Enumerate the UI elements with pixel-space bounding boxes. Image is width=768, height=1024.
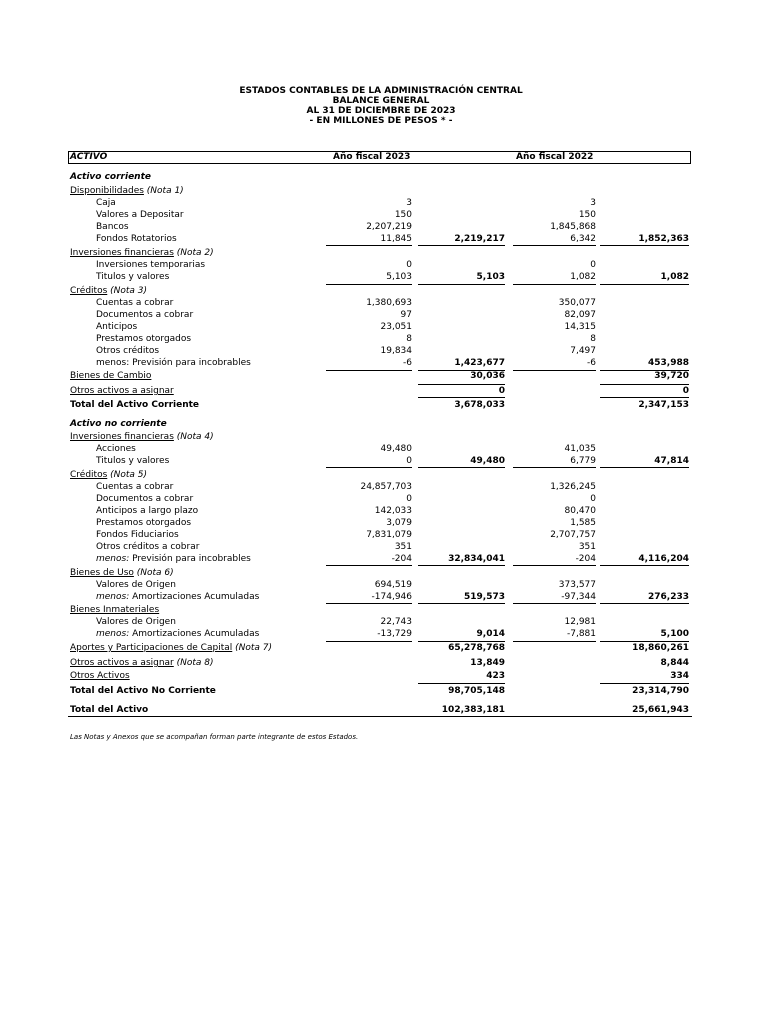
amount-cell: 1,326,245: [550, 482, 596, 492]
amount-cell: 12,981: [564, 617, 596, 627]
row-label-text: Inversiones temporarias: [96, 260, 206, 270]
row-label: [70, 670, 130, 682]
separator-line: [600, 467, 689, 468]
table-row: [0, 469, 768, 481]
amount-cell: -7,881: [566, 629, 596, 639]
row-label: [70, 171, 151, 183]
report-subtitle: BALANCE GENERAL: [332, 96, 430, 106]
row-label-text: Prestamos otorgados: [96, 518, 192, 528]
table-row: [0, 704, 768, 716]
amount-cell: 5,103: [476, 272, 505, 282]
header-fiscal-2023: Año fiscal 2023: [333, 152, 411, 162]
row-label-text: Amortizaciones Acumuladas: [129, 629, 260, 639]
amount-cell: 65,278,768: [448, 643, 505, 653]
amount-cell: 8: [406, 334, 412, 344]
row-label-text: Bienes de Cambio: [70, 371, 152, 381]
table-row: [0, 309, 768, 321]
row-note: (Nota 6): [133, 568, 174, 578]
amount-cell: 351: [394, 542, 412, 552]
report-units: - EN MILLONES DE PESOS * -: [309, 116, 453, 126]
amount-cell: 11,845: [380, 234, 412, 244]
table-row: [0, 297, 768, 309]
amount-cell: 3: [406, 198, 412, 208]
row-note: (Nota 4): [173, 432, 214, 442]
amount-cell: 0: [498, 386, 505, 396]
separator-line: [513, 284, 596, 285]
amount-cell: 0: [590, 260, 596, 270]
separator-line: [418, 284, 505, 285]
row-label-text: Acciones: [96, 444, 136, 454]
row-label-text: Disponibilidades: [70, 186, 144, 196]
table-row: [0, 591, 768, 603]
amount-cell: 4,116,204: [638, 554, 689, 564]
amount-cell: 7,497: [570, 346, 596, 356]
row-label: [96, 579, 176, 591]
table-row: [0, 579, 768, 591]
amount-cell: 49,480: [470, 456, 505, 466]
table-row: [0, 385, 768, 397]
amount-cell: 102,383,181: [441, 705, 505, 715]
row-label: [96, 333, 191, 345]
table-row: [0, 529, 768, 541]
amount-cell: 2,707,757: [550, 530, 596, 540]
row-note: (Nota 8): [173, 658, 214, 668]
row-label-text: Caja: [96, 198, 116, 208]
row-label: [96, 271, 169, 283]
table-header: [68, 151, 691, 164]
row-label: [70, 567, 174, 579]
row-label-prefix: menos:: [96, 592, 130, 602]
row-label-text: Bienes de Uso: [70, 568, 134, 578]
row-label-text: Total del Activo: [70, 705, 149, 715]
report-titles: [0, 86, 762, 126]
table-row: [0, 685, 768, 697]
amount-cell: 2,347,153: [638, 400, 689, 410]
amount-cell: 39,720: [654, 371, 689, 381]
row-label-text: Valores de Origen: [96, 617, 176, 627]
amount-cell: 1,082: [570, 272, 596, 282]
header-fiscal-2022: Año fiscal 2022: [516, 152, 594, 162]
row-label-text: Activo corriente: [70, 172, 151, 182]
amount-cell: 82,097: [564, 310, 596, 320]
amount-cell: 5,100: [660, 629, 689, 639]
row-label-text: Valores de Origen: [96, 580, 176, 590]
row-label: [96, 345, 159, 357]
row-label-text: menos: Previsión para incobrables: [96, 358, 251, 368]
separator-line: [600, 683, 689, 684]
report-title: ESTADOS CONTABLES DE LA ADMINISTRACIÓN CENTRAL: [239, 86, 523, 96]
amount-cell: -6: [403, 358, 412, 368]
amount-cell: 25,661,943: [632, 705, 689, 715]
table-row: [0, 418, 768, 430]
table-row: [0, 567, 768, 579]
amount-cell: 19,834: [380, 346, 412, 356]
table-row: [0, 642, 768, 654]
footnote: Las Notas y Anexos que se acompañan forman parte integrante de estos Estados.: [70, 733, 359, 741]
row-label: [96, 455, 169, 467]
amount-cell: 276,233: [648, 592, 689, 602]
row-label: [96, 259, 205, 271]
row-label: [70, 185, 184, 197]
row-label-text: Créditos: [70, 470, 108, 480]
row-label-text: Inversiones financieras: [70, 432, 174, 442]
amount-cell: 6,779: [570, 456, 596, 466]
amount-cell: 0: [406, 456, 412, 466]
amount-cell: 373,577: [558, 580, 596, 590]
amount-cell: 1,845,868: [550, 222, 596, 232]
table-row: [0, 321, 768, 333]
separator-line: [418, 384, 505, 385]
amount-cell: 3,678,033: [454, 400, 505, 410]
row-note: (Nota 5): [107, 470, 148, 480]
separator-line: [418, 397, 505, 398]
amount-cell: 453,988: [648, 358, 689, 368]
table-row: [0, 493, 768, 505]
amount-cell: 334: [670, 671, 689, 681]
amount-cell: 0: [682, 386, 689, 396]
row-label-text: Fondos Fiduciarios: [96, 530, 179, 540]
row-label: [96, 221, 129, 233]
table-row: [0, 455, 768, 467]
amount-cell: 1,082: [660, 272, 689, 282]
table-row: [0, 357, 768, 369]
table-row: [0, 171, 768, 183]
table-row: [0, 209, 768, 221]
row-label-text: Titulos y valores: [96, 456, 170, 466]
separator-line: [68, 716, 692, 717]
table-row: [0, 333, 768, 345]
amount-cell: 1,423,677: [454, 358, 505, 368]
row-label: [96, 321, 137, 333]
separator-line: [418, 467, 505, 468]
amount-cell: 14,315: [564, 322, 596, 332]
table-row: [0, 657, 768, 669]
row-label-text: Titulos y valores: [96, 272, 170, 282]
row-label: [96, 553, 251, 565]
table-row: [0, 553, 768, 565]
separator-line: [513, 565, 596, 566]
separator-line: [600, 384, 689, 385]
table-row: [0, 604, 768, 616]
amount-cell: 694,519: [374, 580, 412, 590]
row-label: [70, 399, 199, 411]
row-label: [96, 233, 177, 245]
amount-cell: 98,705,148: [448, 686, 505, 696]
separator-line: [326, 565, 412, 566]
row-label: [70, 431, 214, 443]
amount-cell: 3: [590, 198, 596, 208]
row-label: [70, 418, 167, 430]
row-label-text: Activo no corriente: [70, 419, 167, 429]
table-row: [0, 285, 768, 297]
separator-line: [418, 565, 505, 566]
row-label-text: Documentos a cobrar: [96, 310, 194, 320]
row-label-text: Cuentas a cobrar: [96, 298, 174, 308]
table-row: [0, 431, 768, 443]
table-row: [0, 517, 768, 529]
row-note: (Nota 1): [143, 186, 184, 196]
amount-cell: 0: [406, 494, 412, 504]
table-row: [0, 505, 768, 517]
amount-cell: 22,743: [380, 617, 412, 627]
amount-cell: 2,219,217: [454, 234, 505, 244]
row-label: [96, 529, 179, 541]
separator-line: [326, 370, 412, 371]
row-label-text: Total del Activo No Corriente: [70, 686, 216, 696]
row-label-text: Anticipos: [96, 322, 138, 332]
amount-cell: 80,470: [564, 506, 596, 516]
separator-line: [418, 683, 505, 684]
amount-cell: 49,480: [380, 444, 412, 454]
table-row: [0, 443, 768, 455]
row-label: [70, 685, 216, 697]
table-row: [0, 259, 768, 271]
amount-cell: 3,079: [386, 518, 412, 528]
row-label: [96, 481, 173, 493]
amount-cell: -204: [391, 554, 412, 564]
row-label-text: Anticipos a largo plazo: [96, 506, 199, 516]
separator-line: [600, 641, 689, 642]
amount-cell: -204: [575, 554, 596, 564]
separator-line: [513, 370, 596, 371]
amount-cell: 6,342: [570, 234, 596, 244]
amount-cell: 41,035: [564, 444, 596, 454]
table-row: [0, 185, 768, 197]
amount-cell: 9,014: [476, 629, 505, 639]
separator-line: [513, 467, 596, 468]
row-note: (Nota 7): [232, 643, 273, 653]
row-label-text: Bienes Inmateriales: [70, 605, 160, 615]
table-row: [0, 233, 768, 245]
amount-cell: 351: [578, 542, 596, 552]
row-label-text: Previsión para incobrables: [129, 554, 251, 564]
amount-cell: 1,852,363: [638, 234, 689, 244]
amount-cell: 7,831,079: [366, 530, 412, 540]
row-label: [70, 385, 174, 397]
separator-line: [600, 603, 689, 604]
row-label-text: Otros activos a asignar: [70, 386, 174, 396]
row-label: [70, 604, 159, 616]
amount-cell: 13,849: [470, 658, 505, 668]
table-row: [0, 221, 768, 233]
separator-line: [326, 467, 412, 468]
amount-cell: 8,844: [660, 658, 689, 668]
table-row: [0, 628, 768, 640]
row-label: [70, 642, 272, 654]
table-row: [0, 345, 768, 357]
amount-cell: 150: [578, 210, 596, 220]
row-label-text: Fondos Rotatorios: [96, 234, 177, 244]
amount-cell: 24,857,703: [360, 482, 412, 492]
separator-line: [600, 370, 689, 371]
row-label: [96, 309, 193, 321]
row-label-text: Otros Activos: [70, 671, 130, 681]
row-label-text: Otros créditos a cobrar: [96, 542, 200, 552]
amount-cell: 142,033: [374, 506, 412, 516]
separator-line: [418, 370, 505, 371]
separator-line: [513, 641, 596, 642]
row-label-text: Otros activos a asignar: [70, 658, 174, 668]
amount-cell: 0: [590, 494, 596, 504]
row-label-text: Bancos: [96, 222, 129, 232]
amount-cell: 32,834,041: [448, 554, 505, 564]
row-label: [70, 285, 147, 297]
row-label: [96, 591, 259, 603]
table-row: [0, 399, 768, 411]
row-note: (Nota 2): [173, 248, 214, 258]
amount-cell: 0: [406, 260, 412, 270]
row-label-text: Inversiones financieras: [70, 248, 174, 258]
row-label: [96, 616, 176, 628]
row-label: [96, 541, 199, 553]
separator-line: [418, 245, 505, 246]
separator-line: [326, 284, 412, 285]
separator-line: [326, 641, 412, 642]
amount-cell: 1,585: [570, 518, 596, 528]
row-label: [96, 628, 259, 640]
separator-line: [326, 603, 412, 604]
row-label-text: Documentos a cobrar: [96, 494, 194, 504]
separator-line: [600, 284, 689, 285]
row-label: [96, 517, 191, 529]
amount-cell: 1,380,693: [366, 298, 412, 308]
header-activo: ACTIVO: [70, 152, 108, 162]
separator-line: [600, 565, 689, 566]
amount-cell: -174,946: [371, 592, 412, 602]
amount-cell: 2,207,219: [366, 222, 412, 232]
amount-cell: 423: [486, 671, 505, 681]
amount-cell: -13,729: [377, 629, 412, 639]
table-row: [0, 541, 768, 553]
separator-line: [418, 603, 505, 604]
separator-line: [326, 245, 412, 246]
row-label-prefix: menos:: [96, 554, 130, 564]
amount-cell: 350,077: [558, 298, 596, 308]
row-label: [96, 505, 198, 517]
amount-cell: 47,814: [654, 456, 689, 466]
row-label: [70, 469, 147, 481]
amount-cell: 97: [400, 310, 412, 320]
row-label-text: Amortizaciones Acumuladas: [129, 592, 260, 602]
report-date: AL 31 DE DICIEMBRE DE 2023: [306, 106, 456, 116]
table-row: [0, 670, 768, 682]
row-label: [96, 443, 136, 455]
row-label-text: Aportes y Participaciones de Capital: [70, 643, 233, 653]
row-label-prefix: menos:: [96, 629, 130, 639]
row-label-text: Otros créditos: [96, 346, 160, 356]
row-label: [70, 247, 214, 259]
row-label: [96, 297, 173, 309]
row-label-text: Prestamos otorgados: [96, 334, 192, 344]
separator-line: [418, 641, 505, 642]
amount-cell: 519,573: [464, 592, 505, 602]
row-label-text: Total del Activo Corriente: [70, 400, 200, 410]
separator-line: [600, 245, 689, 246]
separator-line: [513, 245, 596, 246]
row-label-text: Cuentas a cobrar: [96, 482, 174, 492]
table-row: [0, 481, 768, 493]
amount-cell: 18,860,261: [632, 643, 689, 653]
row-label: [70, 704, 148, 716]
row-label: [96, 197, 116, 209]
table-row: [0, 271, 768, 283]
row-label: [96, 357, 251, 369]
amount-cell: 150: [394, 210, 412, 220]
table-row: [0, 370, 768, 382]
row-label: [96, 493, 193, 505]
row-label-text: Valores a Depositar: [96, 210, 184, 220]
row-label: [96, 209, 184, 221]
row-label: [70, 657, 214, 669]
amount-cell: 30,036: [470, 371, 505, 381]
row-label: [70, 370, 151, 382]
amount-cell: -6: [587, 358, 596, 368]
table-row: [0, 197, 768, 209]
amount-cell: 8: [590, 334, 596, 344]
amount-cell: 23,051: [380, 322, 412, 332]
amount-cell: 5,103: [386, 272, 412, 282]
table-row: [0, 247, 768, 259]
separator-line: [513, 603, 596, 604]
row-note: (Nota 3): [107, 286, 148, 296]
separator-line: [600, 397, 689, 398]
amount-cell: 23,314,790: [632, 686, 689, 696]
row-label-text: Créditos: [70, 286, 108, 296]
amount-cell: -97,344: [561, 592, 596, 602]
table-row: [0, 616, 768, 628]
